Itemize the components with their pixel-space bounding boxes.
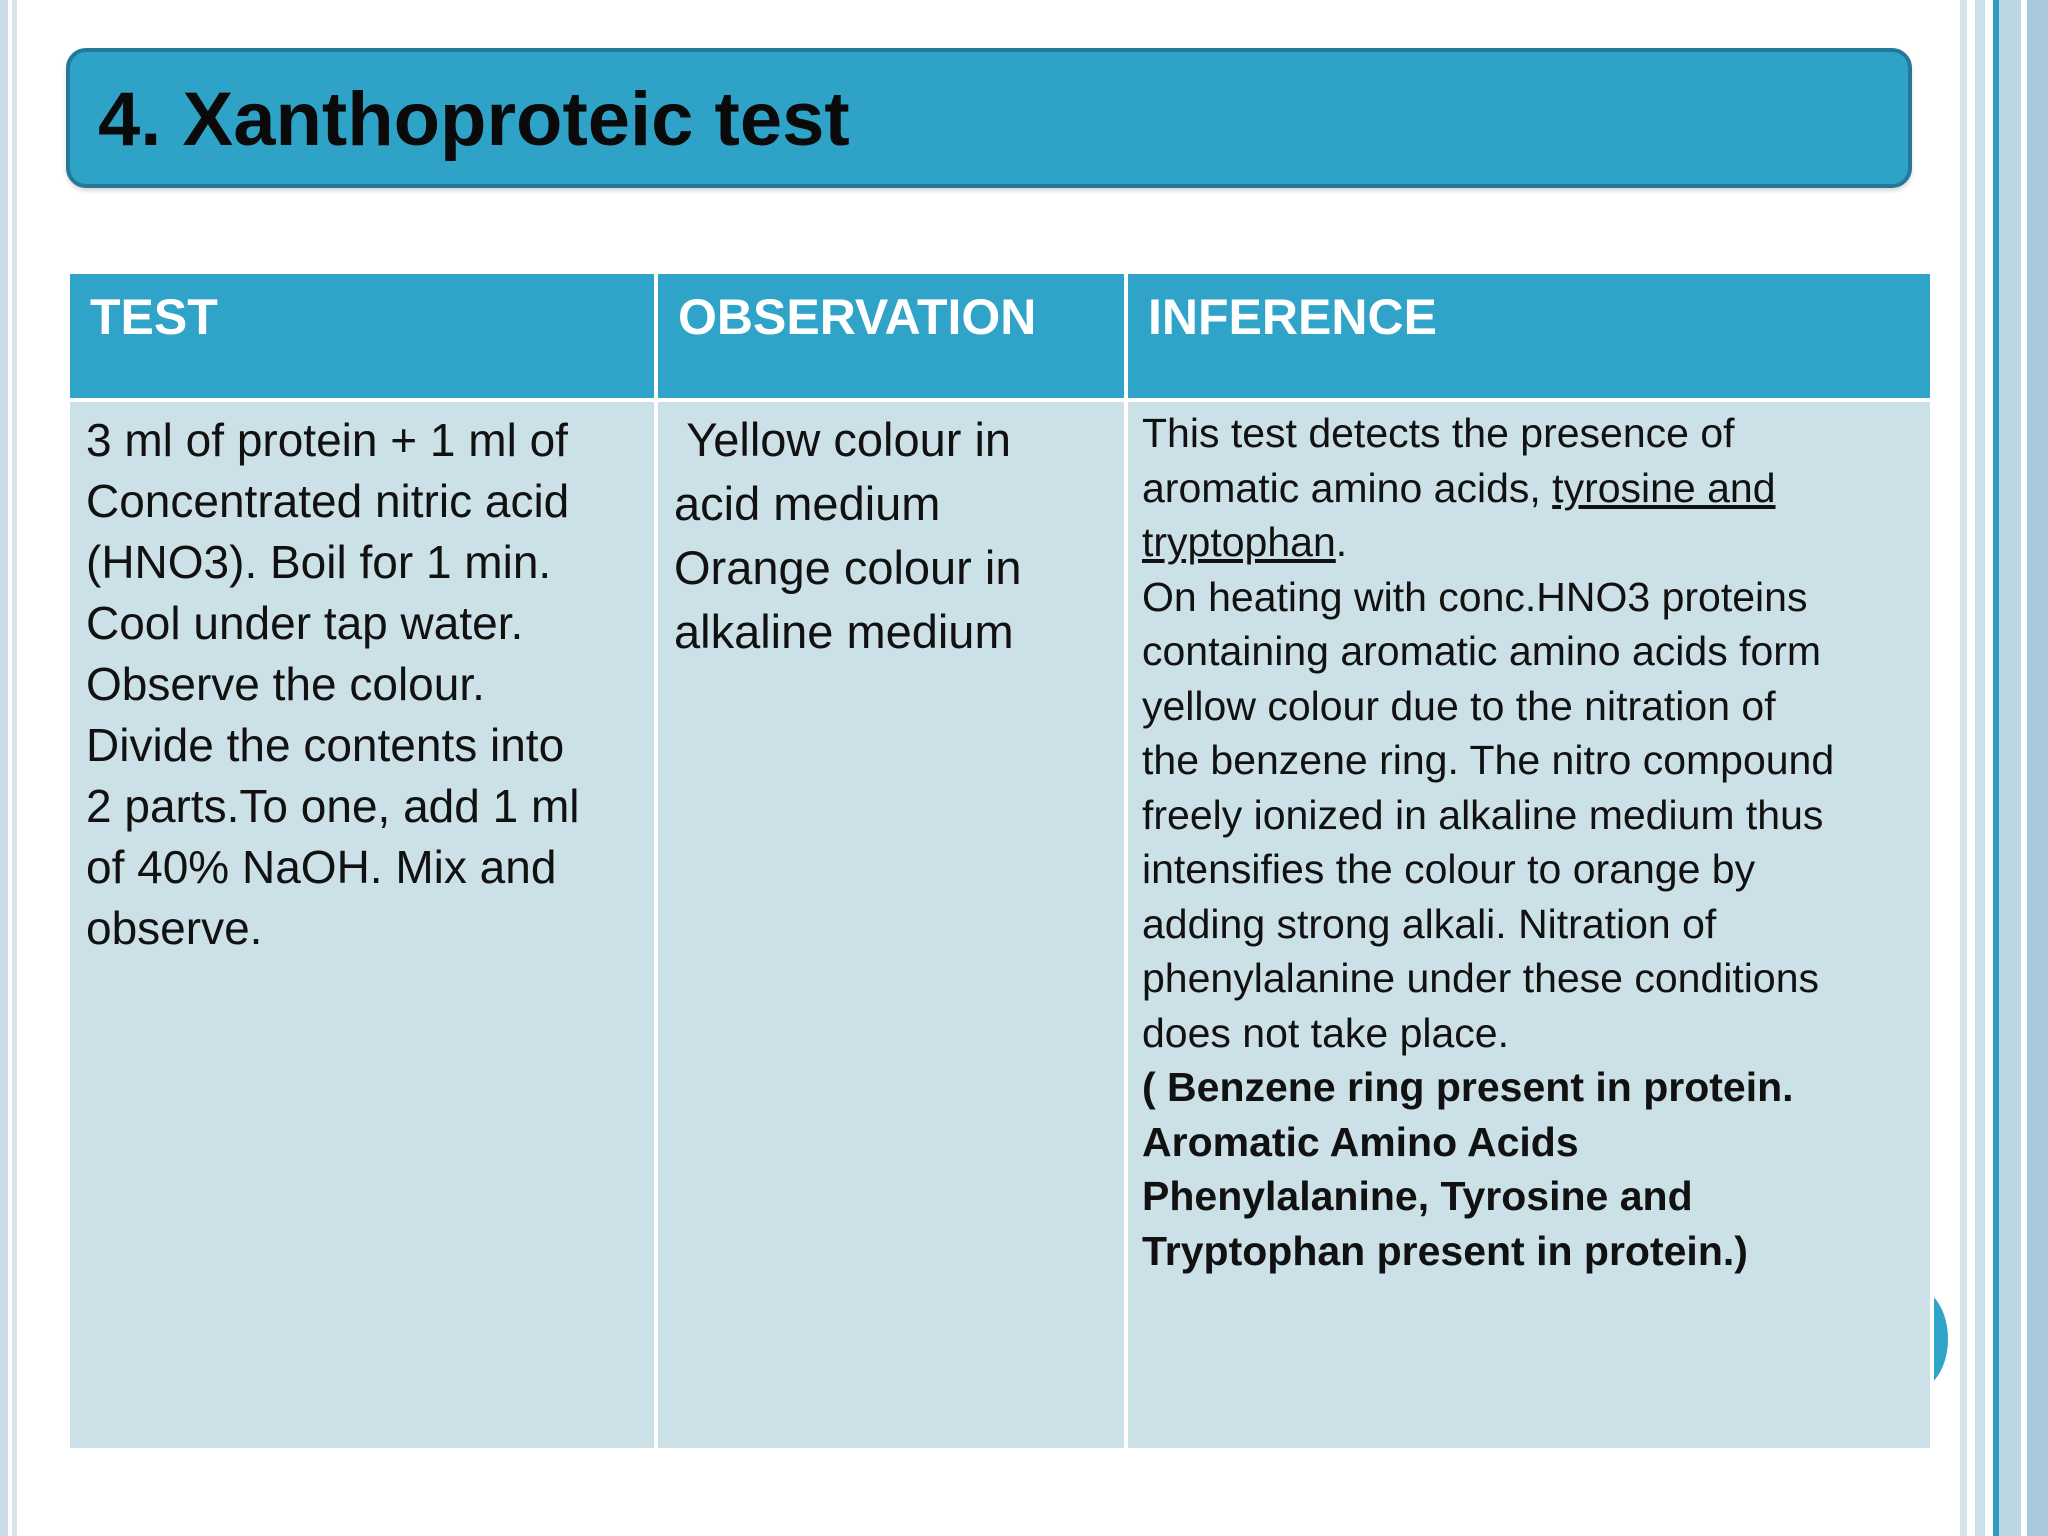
- amino-acid-link: tryptophan: [1142, 519, 1336, 565]
- right-decor-stripe: [2027, 0, 2048, 1536]
- table-row: [68, 400, 1932, 1450]
- right-decor-stripe: [1985, 0, 1993, 1536]
- header-observation: OBSERVATION: [656, 272, 1126, 400]
- right-decor-stripe: [1960, 0, 1967, 1536]
- inference-line: This test detects the presence of: [1142, 410, 1735, 456]
- test-line: (HNO3). Boil for 1 min.: [86, 536, 552, 588]
- inference-bold-line: ( Benzene ring present in protein.: [1142, 1064, 1794, 1110]
- observation-line: Yellow colour in: [674, 413, 1012, 466]
- inference-text: .: [1335, 519, 1348, 565]
- observation-line: alkaline medium: [674, 605, 1014, 658]
- test-line: Divide the contents into: [86, 719, 565, 771]
- inference-line: containing aromatic amino acids form: [1142, 628, 1822, 674]
- right-decor-stripe: [1999, 0, 2021, 1536]
- inference-line: adding strong alkali. Nitration of: [1142, 900, 1717, 947]
- inference-bold-line: Tryptophan present in protein.): [1142, 1227, 1748, 1274]
- title-bar: [66, 48, 1912, 188]
- inference-line: phenylalanine under these conditions: [1142, 955, 1820, 1001]
- left-border-stripe-inner: [12, 0, 17, 1536]
- inference-line: freely ionized in alkaline medium thus: [1142, 791, 1824, 838]
- test-line: of 40% NaOH. Mix and: [86, 841, 557, 893]
- amino-acid-link: tyrosine and: [1552, 464, 1776, 511]
- header-inference: INFERENCE: [1126, 272, 1932, 400]
- test-line: Cool under tap water.: [86, 597, 524, 649]
- test-line: Observe the colour.: [86, 658, 485, 710]
- observation-line: Orange colour in: [674, 541, 1022, 594]
- test-line: 2 parts.To one, add 1 ml: [86, 780, 580, 832]
- inference-line: [1142, 515, 1920, 570]
- test-line: observe.: [86, 902, 263, 954]
- inference-line: yellow colour due to the nitration of: [1142, 682, 1776, 729]
- observation-cell: [656, 400, 1126, 1450]
- header-test: TEST: [68, 272, 656, 400]
- observation-line: acid medium: [674, 477, 941, 530]
- inference-line: intensifies the colour to orange by: [1142, 846, 1756, 892]
- test-cell: [68, 400, 656, 1450]
- table-header-row: [68, 272, 1932, 400]
- inference-line: On heating with conc.HNO3 proteins: [1142, 573, 1808, 620]
- inference-line: does not take place.: [1142, 1009, 1509, 1056]
- inference-line: [1142, 461, 1920, 516]
- inference-cell: [1126, 400, 1932, 1450]
- slide-title: 4. Xanthoproteic test: [98, 77, 850, 162]
- right-decor-stripe: [1975, 0, 1985, 1536]
- results-table: [66, 270, 1934, 1452]
- inference-bold-line: Aromatic Amino Acids: [1142, 1118, 1579, 1165]
- test-line: 3 ml of protein + 1 ml of: [86, 414, 568, 466]
- inference-line: the benzene ring. The nitro compound: [1142, 737, 1835, 783]
- test-line: Concentrated nitric acid: [86, 475, 570, 527]
- inference-bold-line: Phenylalanine, Tyrosine and: [1142, 1173, 1693, 1219]
- inference-text: aromatic amino acids,: [1142, 464, 1553, 511]
- left-border-stripe: [0, 0, 8, 1536]
